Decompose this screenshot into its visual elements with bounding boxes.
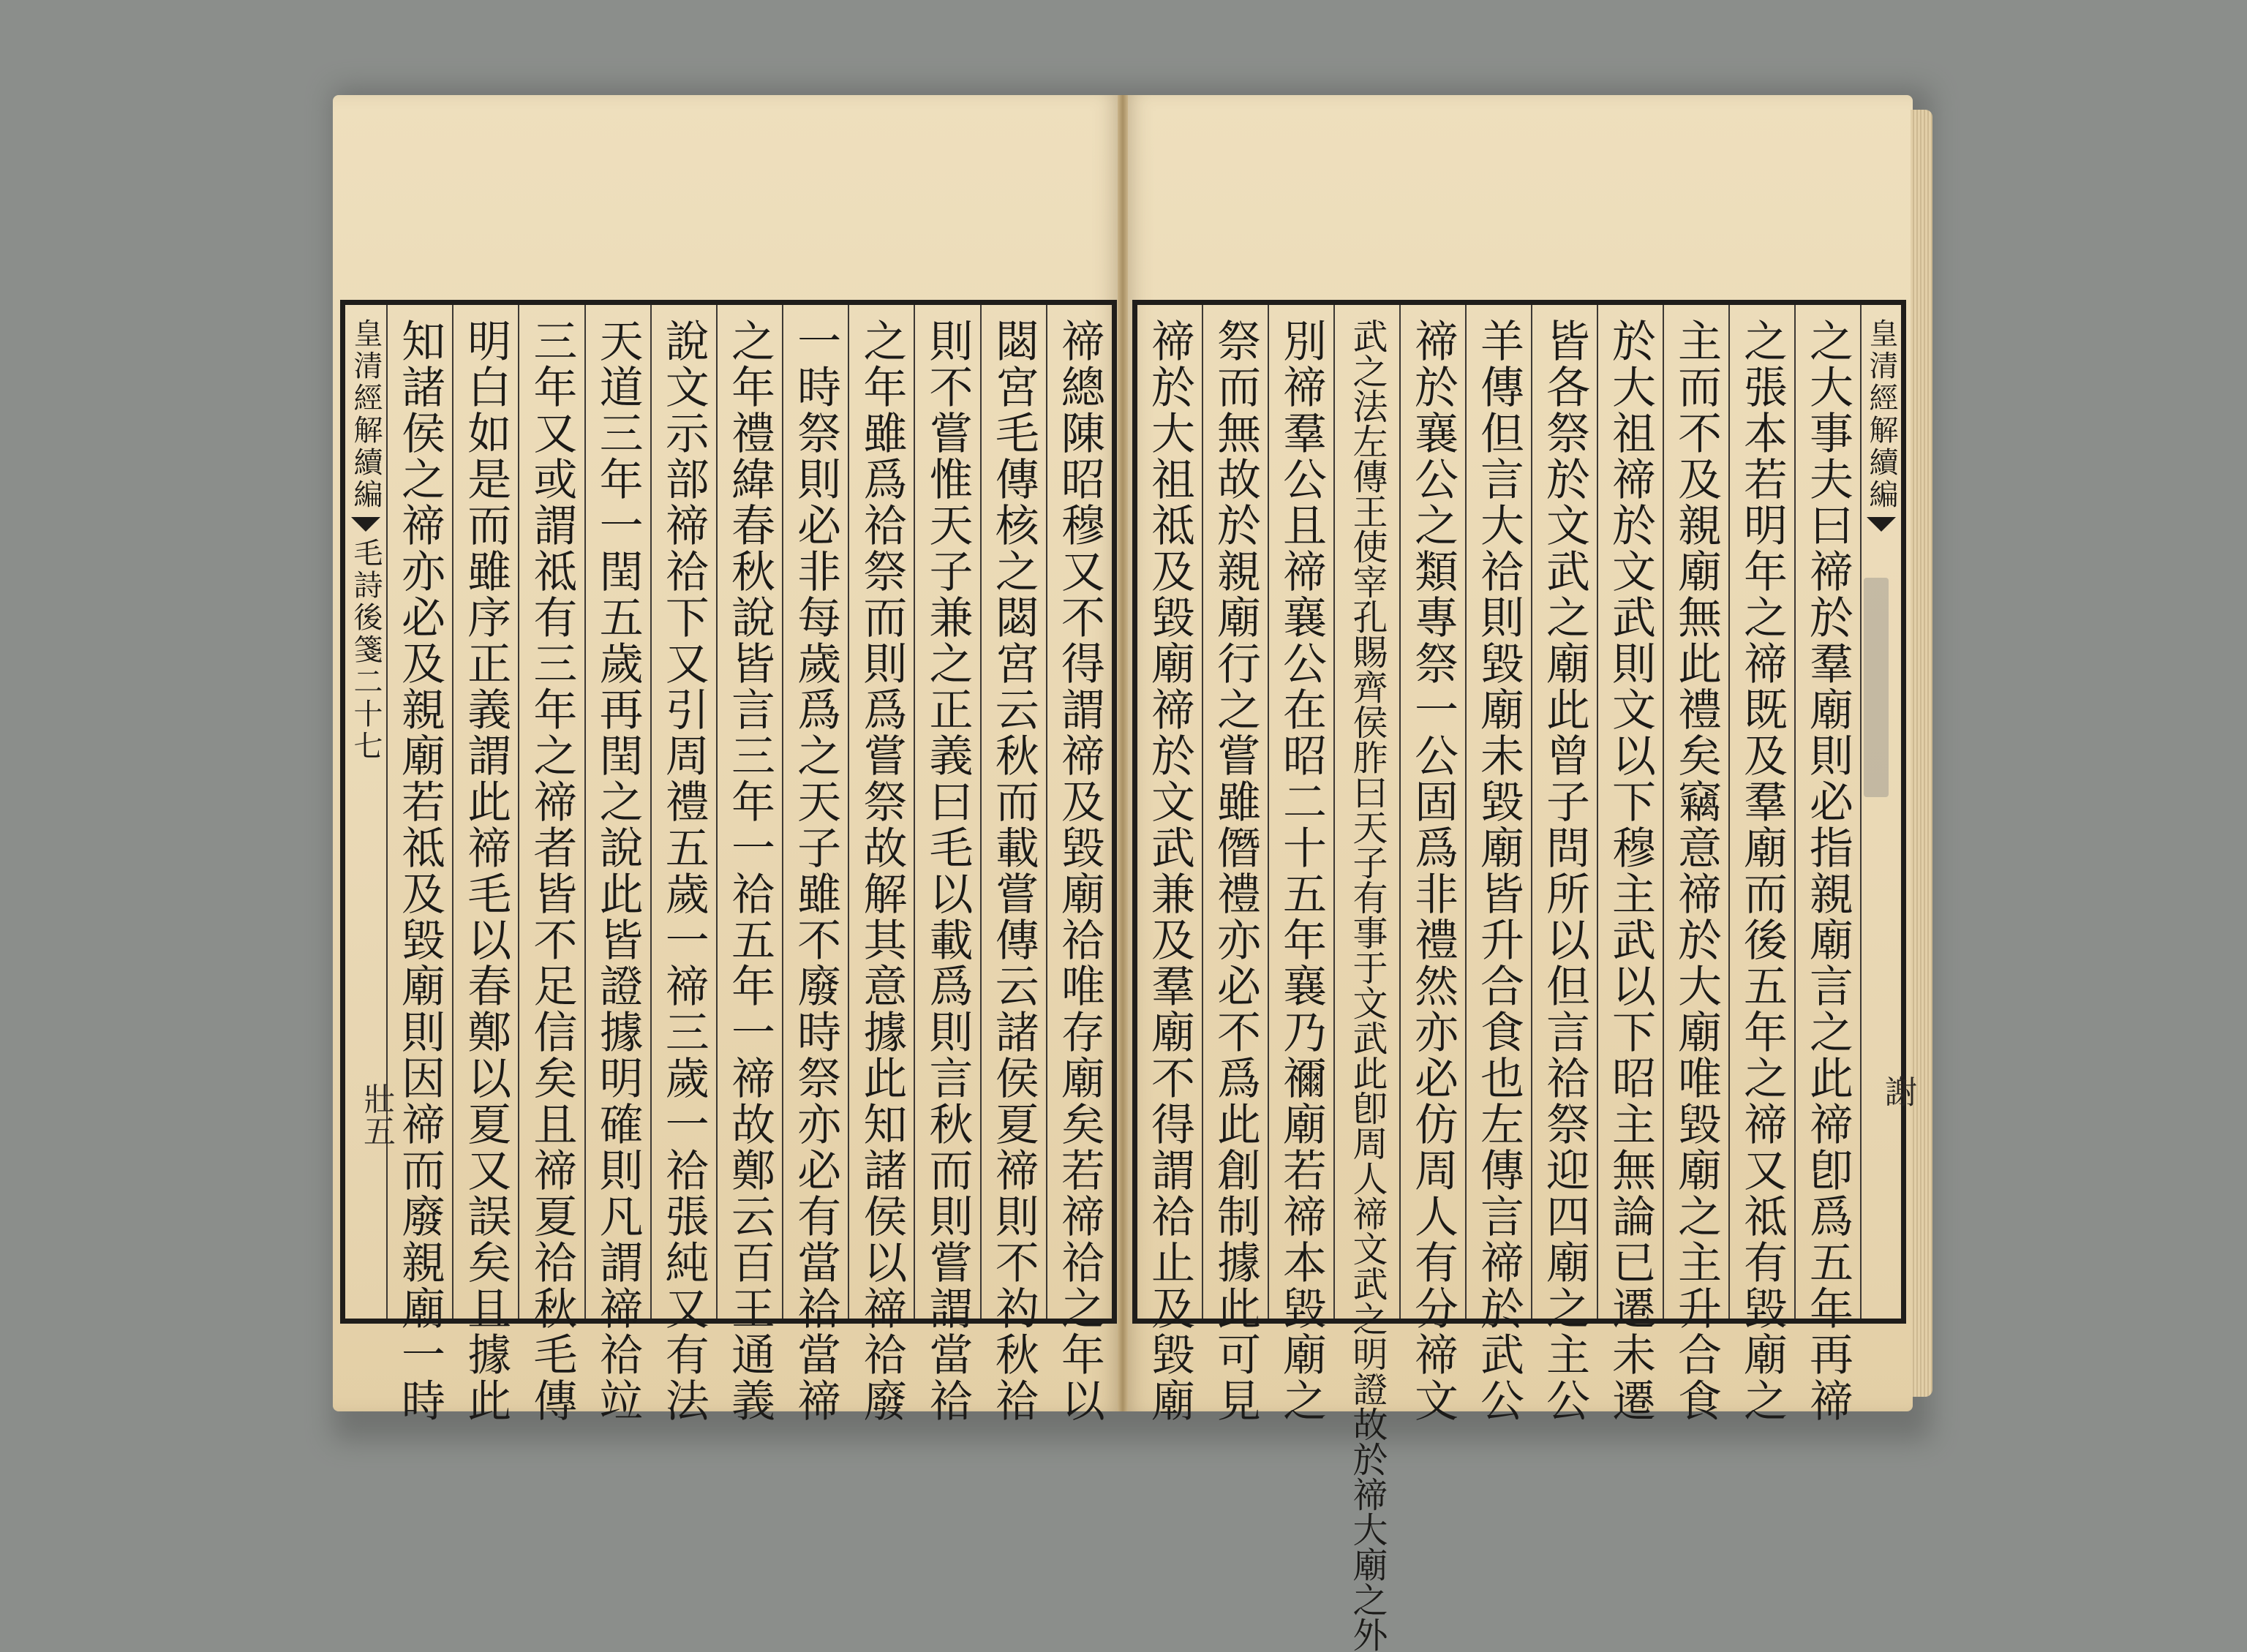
column-text: 天道三年一閏五歲再閏之說此皆證據明確則凡謂禘祫竝	[592, 318, 644, 1424]
margin-title: 皇清經解續編	[348, 318, 383, 511]
text-column	[518, 305, 584, 1424]
left-text-frame	[340, 300, 1117, 1424]
column-text: 別禘羣公且禘襄公在昭二十五年襄乃禰廟若禘本毀廟之	[1276, 318, 1327, 1424]
column-text: 之張本若明年之禘既及羣廟而後五年之禘又祗有毀廟之	[1736, 318, 1788, 1424]
text-column	[1268, 305, 1333, 1424]
text-column	[1465, 305, 1531, 1424]
column-text: 知諸侯之禘亦必及親廟若祗及毀廟則因禘而廢親廟一時	[394, 318, 446, 1424]
column-text: 主而不及親廟無此禮矣竊意禘於大廟唯毀廟之主升合食	[1671, 318, 1722, 1424]
column-text: 禘於大祖祗及毀廟禘於文武兼及羣廟不得謂祫止及毀廟	[1144, 318, 1195, 1424]
text-column	[1794, 305, 1860, 1424]
column-text: 之年禮緯春秋說皆言三年一祫五年一禘故鄭云百王通義	[723, 318, 775, 1424]
folio-number: 謝	[1879, 1075, 1916, 1107]
text-column	[914, 305, 979, 1424]
column-text: 明白如是而雖序正義謂此禘毛以春鄭以夏又誤矣且據此	[460, 318, 512, 1424]
column-text: 之年雖爲祫祭而則爲嘗祭故解其意據此知諸侯以禘祫廢	[856, 318, 908, 1424]
folio-number: 壯五	[358, 1082, 395, 1147]
column-text: 皆各祭於文武之廟此曾子問所以但言祫祭迎四廟之主公	[1539, 318, 1590, 1424]
text-column	[386, 305, 452, 1424]
margin-title: 皇清經解續編	[1864, 318, 1898, 511]
column-text: 閟宮毛傳核之閟宮云秋而載嘗傳云諸侯夏禘則不礿秋祫	[987, 318, 1039, 1424]
text-column	[716, 305, 782, 1424]
fishtail-mark-icon	[351, 517, 380, 532]
text-column	[1399, 305, 1465, 1424]
text-column	[848, 305, 914, 1424]
column-text: 三年又或謂祗有三年之禘者皆不足信矣且禘夏祫秋毛傳	[526, 318, 578, 1424]
column-text: 說文示部禘祫下又引周禮五歲一禘三歲一祫張純又有法	[658, 318, 710, 1424]
column-text: 禘總陳昭穆又不得謂禘及毀廟祫唯存廟矣若禘祫之年以	[1053, 318, 1105, 1424]
column-text: 則不嘗惟天子兼之正義曰毛以載爲則言秋而則嘗謂當祫	[922, 318, 974, 1424]
right-text-frame	[1132, 300, 1906, 1652]
fold-margin-column	[345, 305, 386, 1319]
fishtail-mark-icon	[1867, 517, 1896, 532]
column-text: 羊傳但言大祫則毀廟未毀廟皆升合食也左傳言禘於武公	[1473, 318, 1524, 1424]
faded-stamp	[1864, 578, 1889, 797]
text-column	[1663, 305, 1728, 1424]
text-column	[584, 305, 650, 1424]
column-text: 之大事夫曰禘於羣廟則必指親廟言之此禘卽爲五年再禘	[1802, 318, 1853, 1424]
text-column	[1202, 305, 1268, 1424]
book-gutter	[1118, 95, 1128, 1411]
page-edges	[1911, 110, 1932, 1397]
fold-margin-column	[1860, 305, 1901, 1319]
text-column	[1137, 305, 1202, 1424]
margin-section: 毛詩後箋二十七	[348, 538, 383, 763]
column-text: 武之法左傳王使宰孔賜齊侯胙曰天子有事于文武此卽周人禘文武之明證故於禘大廟之外	[1347, 318, 1388, 1652]
column-text: 祭而無故於親廟行之嘗雖僭禮亦必不爲此創制據此可見	[1210, 318, 1261, 1424]
column-text: 禘於襄公之類專祭一公固爲非禮然亦必仿周人有分禘文	[1407, 318, 1459, 1424]
text-column	[980, 305, 1046, 1424]
column-text: 一時祭則必非每歲爲之天子雖不廢時祭亦必有當祫當禘	[790, 318, 842, 1424]
text-column	[1728, 305, 1794, 1424]
text-column	[650, 305, 716, 1424]
text-column	[452, 305, 518, 1424]
column-text: 於大祖禘於文武則文以下穆主武以下昭主無論已遷未遷	[1605, 318, 1656, 1424]
text-column	[1597, 305, 1663, 1424]
text-column	[1531, 305, 1597, 1424]
text-column	[1046, 305, 1112, 1424]
text-column	[1333, 305, 1399, 1652]
text-column	[782, 305, 848, 1424]
